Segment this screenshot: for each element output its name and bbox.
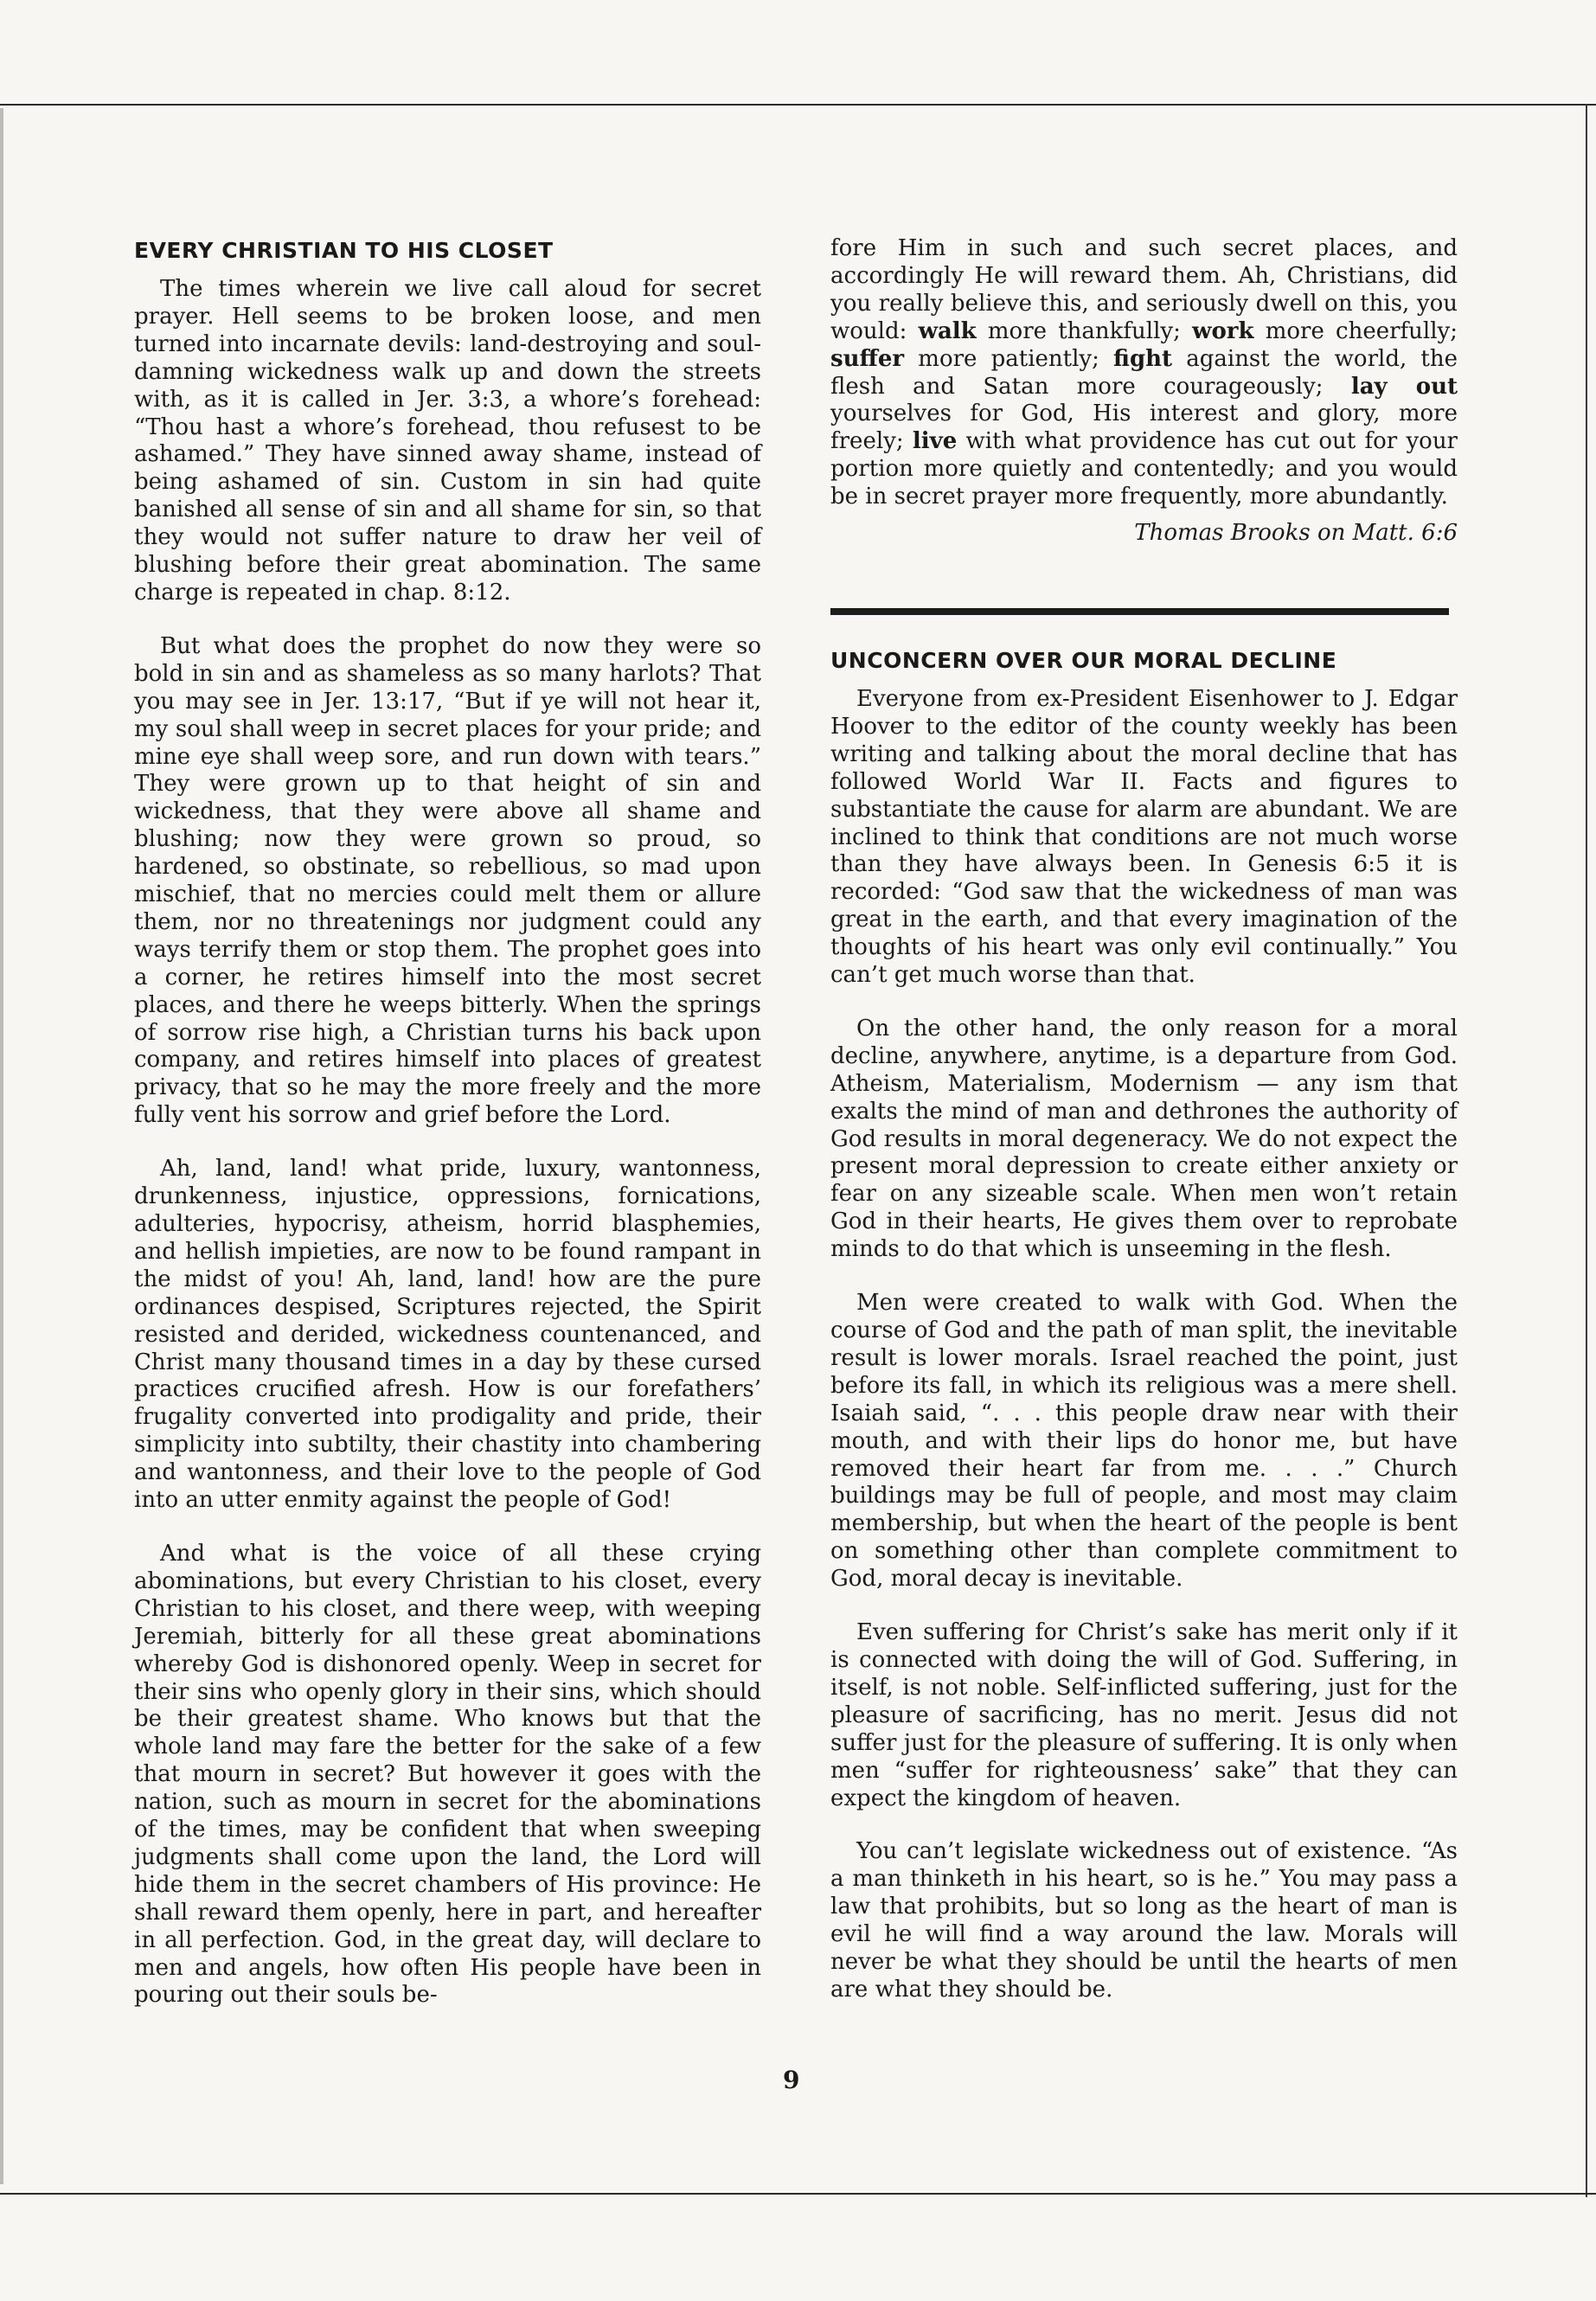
article-title-closet: EVERY CHRISTIAN TO HIS CLOSET — [134, 238, 554, 263]
page-number: 9 — [783, 2066, 800, 2094]
bottom-border-rule — [0, 2193, 1596, 2195]
emphasis-walk: walk — [918, 317, 977, 344]
text-span: fore Him in such and such secret places, and accordingly He will reward them. Ah, Christians, did you really believe this, and seriously dwell on this, you would: — [830, 235, 1458, 344]
emphasis-live: live — [912, 428, 958, 455]
text-span: more cheerfully; — [1253, 317, 1458, 344]
continuation-paragraph — [830, 235, 1458, 511]
text-span: yourselves for God, His interest and glory, more freely; — [830, 401, 1458, 455]
text-span: more thankfully; — [976, 317, 1193, 344]
top-border-rule — [0, 104, 1596, 106]
text-span: more patiently; — [904, 345, 1114, 372]
right-page-edge — [1586, 104, 1587, 2197]
text-span: against the world, the flesh and Satan more courageously; — [830, 345, 1458, 400]
emphasis-work: work — [1192, 317, 1254, 344]
paragraph: The times wherein we live call aloud for secret prayer. Hell seems to be broken loose, and men turned into incarnate devils: land-destroying and soul-damning wickedness walk up and down the streets with, as it is called in Jer. 3:3, a whore’s forehead: “Thou hast a whore’s forehead, thou refusest to be ashamed.” They have sinned away shame, instead of being ashamed of sin. Custom in sin had quite banished all sense of sin and all shame for sin, so that they would not suffer nature to draw her veil of blushing before their great abomination. The same charge is repeated in chap. 8:12. — [134, 276, 761, 606]
right-column — [830, 235, 1458, 2030]
section-divider — [830, 608, 1449, 615]
emphasis-fight: fight — [1113, 345, 1173, 372]
paragraph: You can’t legislate wickedness out of existence. “As a man thinketh in his heart, so is he.” You may pass a law that prohibits, but so long as the heart of man is evil he will find a way around the law. Morals will never be what they should be until the hearts of men are what they should be. — [830, 1838, 1458, 2003]
paragraph: Everyone from ex-President Eisenhower to J. Edgar Hoover to the editor of the county weekly has been writing and talking about the moral decline that has followed World War II. Facts and figures to substantiate the cause for alarm are abundant. We are inclined to think that conditions are not much worse than they have always been. In Genesis 6:5 it is recorded: “God saw that the wickedness of man was great in the earth, and that every imagination of the thoughts of his heart was only evil continually.” You can’t get much worse than that. — [830, 685, 1458, 989]
text-span: with what providence has cut out for your portion more quietly and contentedly; and you would be in secret prayer more frequently, more abundantly. — [830, 428, 1458, 510]
emphasis-lay-out: lay out — [1350, 373, 1458, 400]
left-page-edge — [0, 108, 3, 2184]
article-title-moral-decline: UNCONCERN OVER OUR MORAL DECLINE — [830, 647, 1337, 673]
left-column — [134, 238, 761, 2035]
paragraph: But what does the prophet do now they were so bold in sin and as shameless as so many harlots? That you may see in Jer. 13:17, “But if ye will not hear it, my soul shall weep in secret places for your pride; and mine eye shall weep sore, and run down with tears.” They were grown up to that height of sin and wickedness, that they were above all shame and blushing; now they were grown so proud, so hardened, so obstinate, so rebellious, so mad upon mischief, that no mercies could melt them or allure them, nor no threatenings nor judgment could any ways terrify them or stop them. The prophet goes into a corner, he retires himself into the most secret places, and there he weeps bitterly. When the springs of sorrow rise high, a Christian turns his back upon company, and retires himself into places of greatest privacy, that so he may the more freely and the more fully vent his sorrow and grief before the Lord. — [134, 632, 761, 1129]
paragraph: And what is the voice of all these crying abominations, but every Christian to his closet, every Christian to his closet, and there weep, with weeping Jeremiah, bitterly for all these great abominations whereby God is dishonored openly. Weep in secret for their sins who openly glory in their sins, which should be their greatest shame. Who knows but that the whole land may fare the better for the sake of a few that mourn in secret? But however it goes with the nation, such as mourn in secret for the abominations of the times, may be confident that when sweeping judgments shall come upon the land, the Lord will hide them in the secret chambers of His province: He shall reward them openly, here in part, and hereafter in all perfection. God, in the great day, will declare to men and angels, how often His people have been in pouring out their souls be- — [134, 1540, 761, 2009]
paragraph: Men were created to walk with God. When the course of God and the path of man split, the inevitable result is lower morals. Israel reached the point, just before its fall, in which its religious was a mere shell. Isaiah said, “. . . this people draw near with their mouth, and with their lips do honor me, but have removed their heart far from me. . . .” Church buildings may be full of people, and most may claim membership, but when the heart of the people is bent on something other than complete commitment to God, moral decay is inevitable. — [830, 1290, 1458, 1593]
paragraph: On the other hand, the only reason for a moral decline, anywhere, anytime, is a departure from God. Atheism, Materialism, Modernism — any ism that exalts the mind of man and dethrones the authority of God results in moral degeneracy. We do not expect the present moral depression to create either anxiety or fear on any sizeable scale. When men won’t retain God in their hearts, He gives them over to reprobate minds to do that which is unseeming in the flesh. — [830, 1015, 1458, 1263]
emphasis-suffer: suffer — [830, 345, 905, 372]
paragraph: Even suffering for Christ’s sake has merit only if it is connected with doing the will of God. Suffering, in itself, is not noble. Self-inflicted suffering, just for the pleasure of sacrificing, has no merit. Jesus did not suffer just for the pleasure of suffering. It is only when men “suffer for righteousness’ sake” that they can expect the kingdom of heaven. — [830, 1619, 1458, 1811]
attribution: Thomas Brooks on Matt. 6:6 — [1134, 520, 1458, 547]
paragraph: Ah, land, land! what pride, luxury, wantonness, drunkenness, injustice, oppressions, fornications, adulteries, hypocrisy, atheism, horrid blasphemies, and hellish impieties, are now to be found rampant in the midst of you! Ah, land, land! how are the pure ordinances despised, Scriptures rejected, the Spirit resisted and derided, wickedness countenanced, and Christ many thousand times in a day by these cursed practices crucified afresh. How is our forefathers’ frugality converted into prodigality and pride, their simplicity into subtilty, their chastity into chambering and wantonness, and their love to the people of God into an utter enmity against the people of God! — [134, 1156, 761, 1514]
